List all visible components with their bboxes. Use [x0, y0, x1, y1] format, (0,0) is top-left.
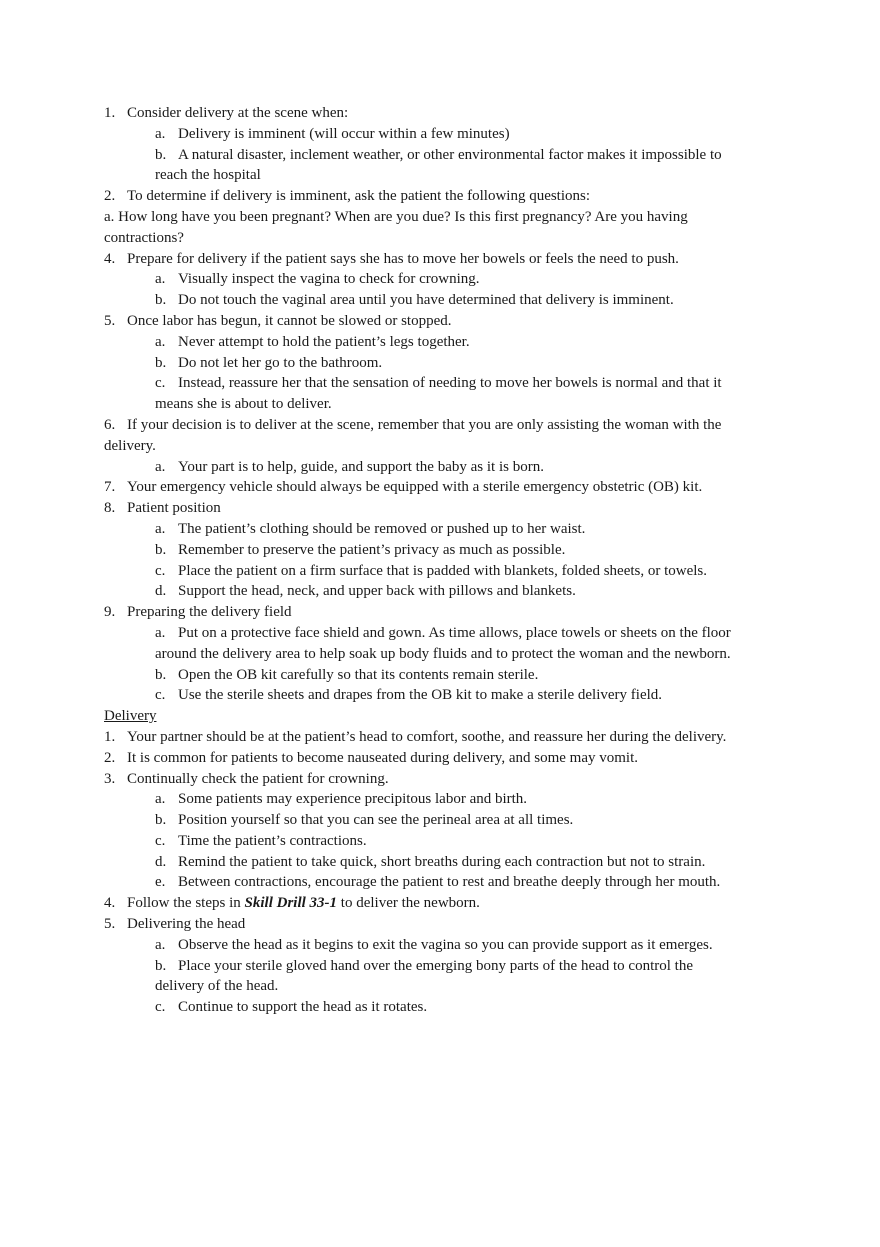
list-subitem [104, 290, 784, 311]
item-text: Put on a protective face shield and gown. As time allows, place towels or sheets on the floor [178, 624, 731, 641]
item-letter: a. [155, 458, 166, 475]
list-item [104, 311, 784, 332]
item-letter: b. [155, 812, 167, 829]
item-text: A natural disaster, inclement weather, or other environmental factor makes it impossible to [178, 146, 722, 163]
item-text: Some patients may experience precipitous labor and birth. [178, 791, 528, 808]
item-letter: c. [155, 832, 166, 849]
item-text: Between contractions, encourage the patient to rest and breathe deeply through her mouth. [178, 874, 721, 891]
list-subitem [104, 561, 784, 582]
list-subitem [104, 997, 784, 1018]
item-number: 2. [104, 188, 116, 205]
item-text: Consider delivery at the scene when: [127, 105, 349, 121]
list-subitem [104, 623, 784, 644]
item-text: means she is about to deliver. [155, 396, 332, 413]
list-subitem-continuation [104, 644, 784, 665]
item-letter: d. [155, 853, 167, 870]
item-text: Position yourself so that you can see the perineal area at all times. [178, 812, 574, 829]
list-item [104, 498, 784, 519]
item-letter: b. [155, 541, 167, 558]
list-subitem [104, 852, 784, 873]
item-letter: b. [155, 292, 167, 309]
item-letter: b. [155, 354, 167, 371]
item-text: Delivery is imminent (will occur within a few minutes) [178, 125, 510, 142]
item-text: If your decision is to deliver at the scene, remember that you are only assisting the woman with the [127, 416, 722, 433]
item-letter: a. [155, 936, 166, 953]
list-subitem [104, 540, 784, 561]
item-text: Your partner should be at the patient’s head to comfort, soothe, and reassure her during the delivery. [127, 728, 727, 745]
list-subitem [104, 124, 784, 145]
item-text: delivery. [104, 437, 156, 454]
item-text: Your emergency vehicle should always be equipped with a sterile emergency obstetric (OB) kit. [127, 479, 703, 496]
item-text: Place the patient on a firm surface that is padded with blankets, folded sheets, or towels. [178, 562, 708, 579]
item-number: 1. [104, 728, 116, 745]
item-number: 7. [104, 479, 116, 496]
section-heading-text: Delivery [104, 708, 157, 725]
item-number: 2. [104, 749, 116, 766]
list-item [104, 748, 784, 769]
list-item-continuation [104, 436, 784, 457]
item-text: Never attempt to hold the patient’s legs together. [178, 333, 470, 350]
list-subitem [104, 810, 784, 831]
item-text: delivery of the head. [155, 978, 279, 995]
item-letter: b. [155, 957, 167, 974]
item-letter: e. [155, 874, 166, 891]
list-item [104, 186, 784, 207]
list-subitem-continuation [104, 165, 784, 186]
item-text: contractions? [104, 229, 184, 246]
item-text: Open the OB kit carefully so that its contents remain sterile. [178, 666, 539, 683]
item-letter: a. [155, 271, 166, 288]
item-text: a. How long have you been pregnant? When are you due? Is this first pregnancy? Are you having [104, 208, 688, 225]
item-text: Preparing the delivery field [127, 604, 292, 621]
list-subitem [104, 145, 784, 166]
item-number: 4. [104, 895, 116, 912]
list-subitem [104, 956, 784, 977]
list-subitem [104, 665, 784, 686]
section-heading-delivery [104, 706, 784, 727]
item-letter: a. [155, 791, 166, 808]
item-number: 5. [104, 312, 116, 329]
item-text: Delivering the head [127, 916, 246, 933]
item-text: Do not touch the vaginal area until you have determined that delivery is imminent. [178, 292, 674, 309]
list-subitem [104, 872, 784, 893]
item-number: 5. [104, 916, 116, 933]
item-text: The patient’s clothing should be removed or pushed up to her waist. [178, 520, 586, 537]
item-text: Do not let her go to the bathroom. [178, 354, 383, 371]
item-text: Support the head, neck, and upper back with pillows and blankets. [178, 583, 576, 600]
item-text-prefix: Follow the steps in [127, 895, 245, 912]
document-page [104, 103, 784, 1018]
item-text: Prepare for delivery if the patient says she has to move her bowels or feels the need to push. [127, 250, 679, 267]
list-item [104, 602, 784, 623]
item-text: It is common for patients to become nauseated during delivery, and some may vomit. [127, 749, 638, 766]
item-text: Once labor has begun, it cannot be slowed or stopped. [127, 312, 452, 329]
item-text: Remember to preserve the patient’s privacy as much as possible. [178, 541, 566, 558]
list-subitem [104, 373, 784, 394]
item-letter: b. [155, 146, 167, 163]
list-item [104, 893, 784, 914]
paragraph-line [104, 207, 784, 228]
item-text: To determine if delivery is imminent, ask the patient the following questions: [127, 188, 591, 205]
list-subitem [104, 353, 784, 374]
item-text: Remind the patient to take quick, short breaths during each contraction but not to strain. [178, 853, 706, 870]
item-text: Instead, reassure her that the sensation of needing to move her bowels is normal and that it [178, 375, 722, 392]
list-item [104, 914, 784, 935]
item-text: Visually inspect the vagina to check for crowning. [178, 271, 480, 288]
list-subitem [104, 789, 784, 810]
list-item [104, 415, 784, 436]
list-item [104, 477, 784, 498]
item-text: Place your sterile gloved hand over the emerging bony parts of the head to control the [178, 957, 693, 974]
item-text: Time the patient’s contractions. [178, 832, 367, 849]
list-subitem [104, 457, 784, 478]
item-text: around the delivery area to help soak up body fluids and to protect the woman and the newborn. [155, 645, 731, 662]
item-letter: c. [155, 562, 166, 579]
item-text: Continue to support the head as it rotates. [178, 999, 428, 1016]
item-text: Continually check the patient for crowning. [127, 770, 389, 787]
list-subitem [104, 935, 784, 956]
list-item [104, 249, 784, 270]
item-text: Your part is to help, guide, and support the baby as it is born. [178, 458, 544, 475]
item-number: 1. [104, 105, 116, 121]
item-text: Patient position [127, 500, 221, 517]
list-subitem [104, 269, 784, 290]
item-letter: a. [155, 624, 166, 641]
list-item [104, 727, 784, 748]
item-letter: a. [155, 125, 166, 142]
item-text-suffix: to deliver the newborn. [337, 895, 480, 912]
list-subitem [104, 519, 784, 540]
list-subitem [104, 685, 784, 706]
item-letter: a. [155, 520, 166, 537]
paragraph-line [104, 228, 784, 249]
item-letter: a. [155, 333, 166, 350]
skill-drill-reference: Skill Drill 33-1 [244, 895, 338, 912]
item-letter: c. [155, 687, 166, 704]
item-number: 3. [104, 770, 116, 787]
list-subitem [104, 831, 784, 852]
list-subitem [104, 332, 784, 353]
list-item [104, 769, 784, 790]
item-text: reach the hospital [155, 167, 261, 184]
item-number: 9. [104, 604, 116, 621]
item-letter: b. [155, 666, 167, 683]
item-number: 8. [104, 500, 116, 517]
item-number: 4. [104, 250, 116, 267]
list-subitem-continuation [104, 976, 784, 997]
item-letter: d. [155, 583, 167, 600]
list-subitem [104, 581, 784, 602]
item-number: 6. [104, 416, 116, 433]
item-text: Use the sterile sheets and drapes from the OB kit to make a sterile delivery field. [178, 687, 663, 704]
list-subitem-continuation [104, 394, 784, 415]
list-item [104, 103, 784, 124]
item-letter: c. [155, 375, 166, 392]
item-letter: c. [155, 999, 166, 1016]
item-text: Observe the head as it begins to exit the vagina so you can provide support as it emerges. [178, 936, 713, 953]
